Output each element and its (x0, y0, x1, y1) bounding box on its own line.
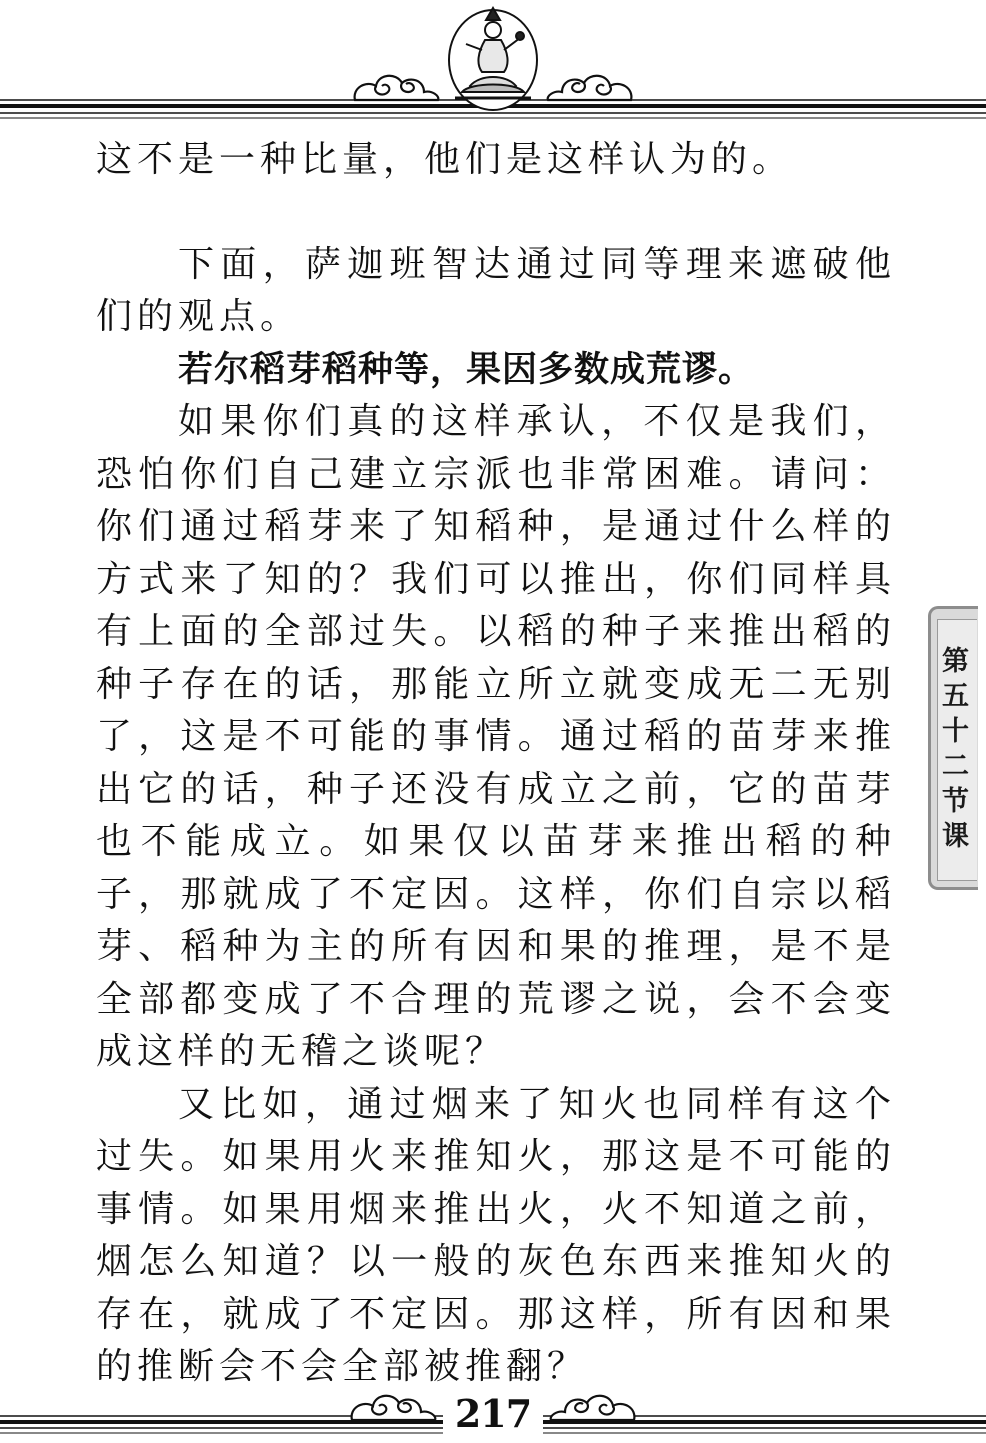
paragraph-gap (96, 187, 896, 239)
paragraph-intro: 下面，萨迦班智达通过同等理来遮破他们的观点。 (96, 243, 896, 337)
seated-deity-emblem-icon (449, 8, 537, 110)
chapter-side-tab (928, 606, 978, 890)
paragraph-continued: 这不是一种比量，他们是这样认为的。 (96, 139, 794, 180)
chapter-side-tab-inner (937, 619, 977, 881)
chapter-side-tab-label: 第五十二节课 (937, 646, 968, 856)
verse-line: 若尔稻芽稻种等，果因多数成荒谬。 (178, 349, 755, 390)
header-ornament (0, 0, 986, 125)
page-number: 217 (454, 1391, 532, 1436)
paragraph-explanation: 如果你们真的这样承认，不仅是我们，恐怕你们自己建立宗派也非常困难。请问：你们通过稻芽来了知稻种，是通过什么样的方式来了知的？我们可以推出，你们同样具有上面的全部过失。以稻的种子来推出稻的种子存在的话，那能立所立就变成无二无别了，这是不可能的事情。通过稻的苗芽来推出它的话，种子还没有成立之前，它的苗芽也不能成立。如果仅以苗芽来推出稻的种子，那就成了不定因。这样，你们自宗以稻芽、稻种为主的所有因和果的推理，是不是全部都变成了不合理的荒谬之说，会不会变成这样的无稽之谈呢？ (96, 401, 896, 1072)
body-text (96, 134, 896, 1394)
paragraph-example: 又比如，通过烟来了知火也同样有这个过失。如果用火来推知火，那这是不可能的事情。如果用烟来推出火，火不知道之前，烟怎么知道？以一般的灰色东西来推知火的存在，就成了不定因。那这样，所有因和果的推断会不会全部被推翻？ (96, 1083, 896, 1387)
